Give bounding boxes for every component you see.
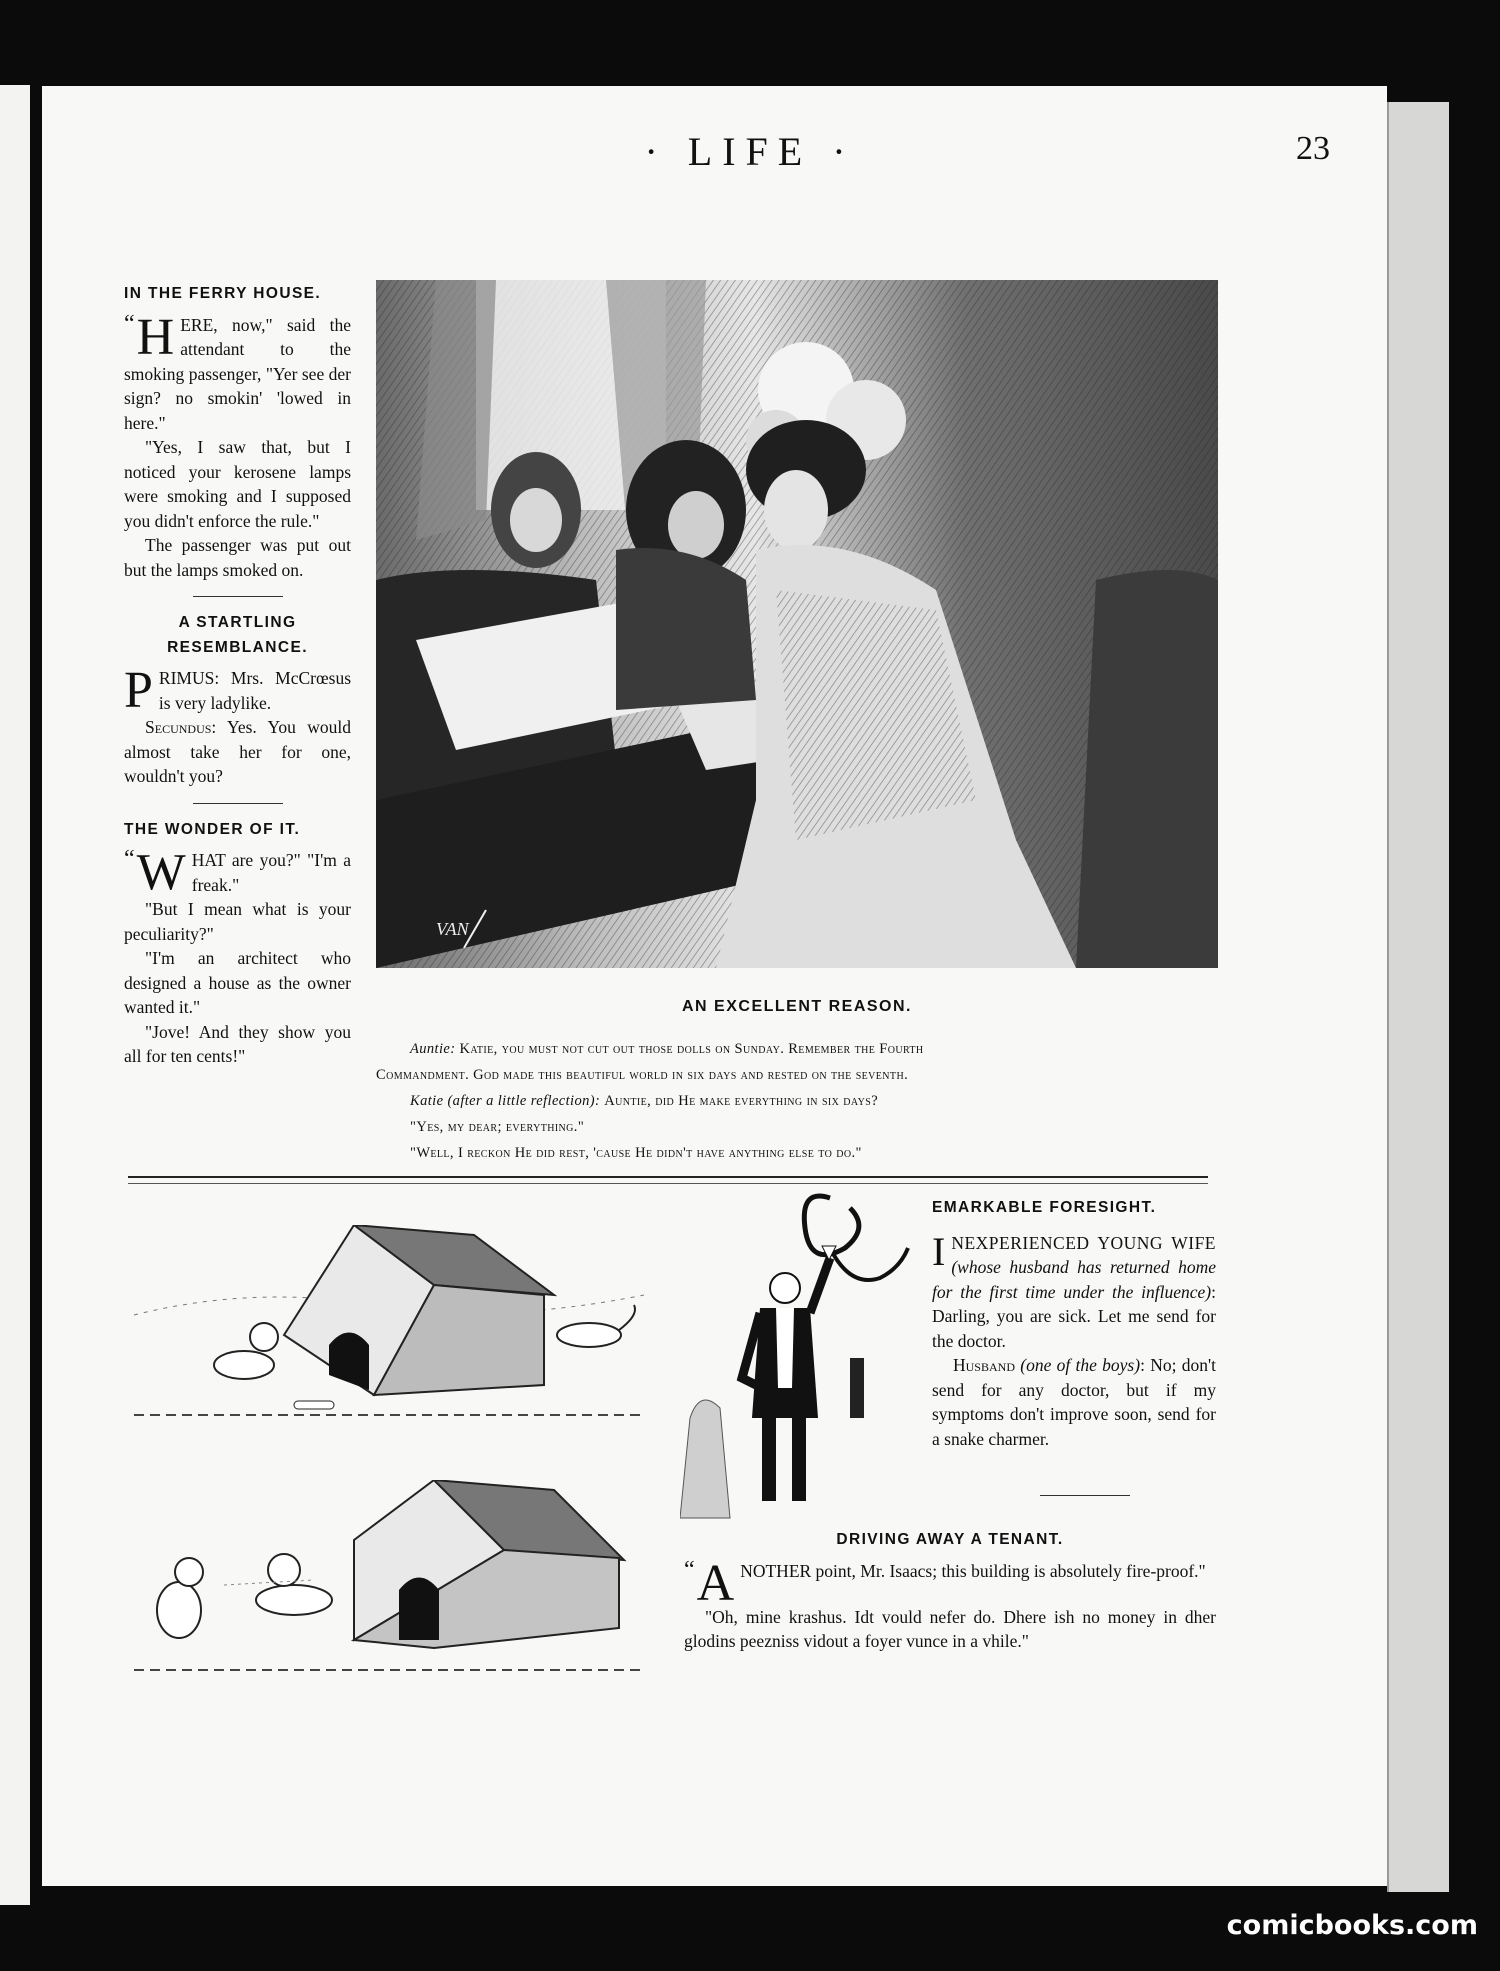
ferry-paragraph-2: "Yes, I saw that, but I noticed your kerosene lamps were smoking and I supposed you didn't enforce the rule.": [124, 437, 351, 531]
main-caption: [376, 1036, 1218, 1166]
drop-cap-i: I: [932, 1228, 946, 1274]
foresight-paragraph-1: INEXPERIENCED YOUNG WIFE (whose husband has returned home for the first time under the influence): Darling, you are sick. Let me send for the doctor.: [932, 1228, 1216, 1351]
caption-title: AN EXCELLENT REASON.: [681, 998, 912, 1015]
caption-line-5: "Well, I reckon He did rest, 'cause He didn't have anything else to do.": [410, 1145, 862, 1161]
ferry-paragraph-3: The passenger was put out but the lamps smoked on.: [124, 535, 351, 580]
main-illustration: [376, 280, 1218, 968]
wonder-title: THE WONDER OF IT.: [124, 820, 301, 838]
page-rim: [1387, 102, 1449, 1892]
watermark: comicbooks.com: [1226, 1910, 1478, 1941]
wonder-paragraph-1: “ W HAT are you?" "I'm a freak.": [124, 844, 351, 901]
foresight-section: [932, 1196, 1216, 1451]
resemblance-title: A STARTLING RESEMBLANCE.: [167, 614, 308, 656]
resemblance-paragraph-2: Secundus: Yes. You would almost take her for one, wouldn't you?: [124, 717, 351, 786]
tenant-paragraph-1: “ A NOTHER point, Mr. Isaacs; this building is absolutely fire-proof.": [684, 1554, 1206, 1612]
page-number: 23: [1296, 130, 1330, 167]
doghouse-cartoon-top: [134, 1225, 644, 1425]
masthead: · LIFE ·: [644, 129, 856, 174]
parlor-scene-illustration: [376, 280, 1218, 968]
caption-line-2: Commandment. God made this beautiful world in six days and rested on the seventh.: [376, 1067, 909, 1083]
wonder-paragraph-2: "But I mean what is your peculiarity?": [124, 899, 351, 944]
tenant-title: DRIVING AWAY A TENANT.: [836, 1531, 1064, 1548]
drop-cap-w: W: [136, 844, 186, 901]
left-column: [124, 282, 351, 1069]
ferry-paragraph-1: “ H ERE, now," said the attendant to the smoking passenger, "Yer see der sign? no smokin' 'lowed in here.": [124, 308, 351, 433]
ferry-title: IN THE FERRY HOUSE.: [124, 285, 322, 302]
foresight-title: EMARKABLE FORESIGHT.: [932, 1199, 1157, 1216]
drop-cap-a: A: [696, 1554, 735, 1612]
tenant-paragraph-2: "Oh, mine krashus. Idt vould nefer do. Dhere ish no money in dher glodins peezniss vidout a foyer vunce in a vhile.": [684, 1606, 1216, 1651]
doghouse-cat-chase-illustration: [134, 1225, 644, 1425]
adjacent-page-edge: [0, 85, 30, 1905]
section-rule: [193, 596, 283, 597]
foresight-paragraph-2: Husband (one of the boys): No; don't send for any doctor, but if my symptoms don't improve soon, send for a snake charmer.: [932, 1355, 1216, 1449]
section-rule: [193, 803, 283, 804]
doghouse-cartoon-bottom: [134, 1480, 644, 1680]
section-divider: [128, 1176, 1208, 1184]
drop-cap-h: H: [136, 308, 175, 366]
caption-line-1: Auntie: Katie, you must not cut out those dolls on Sunday. Remember the Fourth: [410, 1041, 924, 1057]
wonder-paragraph-3: "I'm an architect who designed a house as the owner wanted it.": [124, 948, 351, 1017]
man-with-glass-illustration: [680, 1188, 940, 1528]
gentleman-toast-illustration: [680, 1188, 940, 1528]
resemblance-paragraph-1: PRIMUS: Mrs. McCrœsus is very ladylike.: [124, 662, 351, 719]
wonder-paragraph-4: "Jove! And they show you all for ten cents!": [124, 1021, 351, 1066]
caption-line-4: "Yes, my dear; everything.": [410, 1119, 585, 1135]
caption-line-3: Katie (after a little reflection): Auntie, did He make everything in six days?: [410, 1093, 879, 1109]
section-rule: [1040, 1495, 1130, 1496]
drop-cap-p: P: [124, 662, 153, 719]
doghouse-dog-chase-illustration: [134, 1480, 644, 1680]
artist-signature: VAN: [436, 919, 469, 939]
tenant-section: [684, 1528, 1216, 1654]
